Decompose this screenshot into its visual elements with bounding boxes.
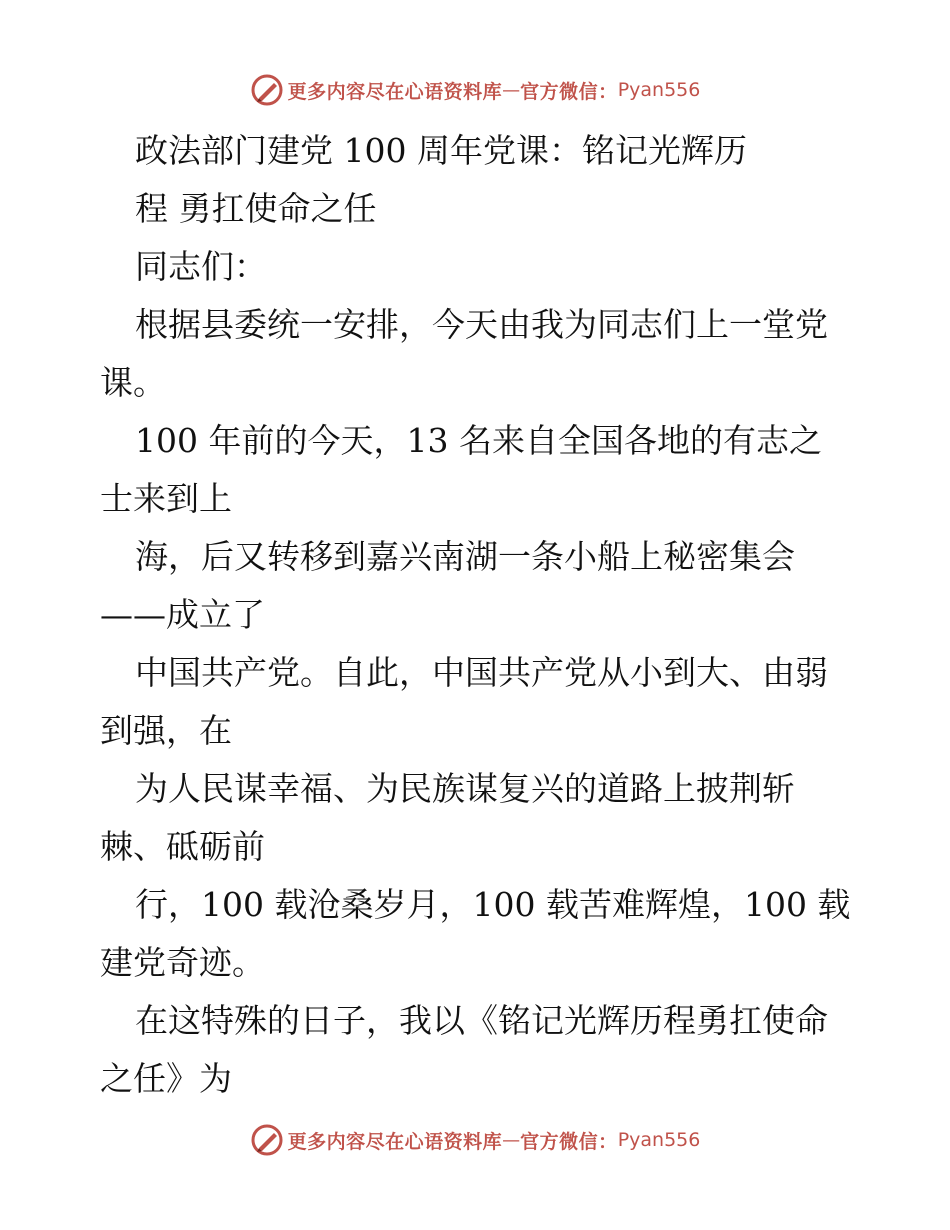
body-line: 士来到上 — [100, 479, 232, 518]
document-body — [100, 122, 860, 1108]
watermark-handle: Pyan556 — [617, 79, 701, 101]
watermark-handle: Pyan556 — [617, 1129, 701, 1151]
body-line: 行，100 载沧桑岁月，100 载苦难辉煌，100 载 — [135, 885, 851, 924]
watermark-wechat-label: 官方微信： — [520, 1130, 618, 1153]
body-line: 在这特殊的日子，我以《铭记光辉历程勇扛使命 — [135, 1001, 828, 1040]
header-watermark — [0, 70, 950, 110]
body-line: 中国共产党。自此，中国共产党从小到大、由弱 — [135, 653, 828, 692]
pen-logo-icon — [250, 1123, 284, 1157]
pen-logo-icon — [250, 73, 284, 107]
title-line: 程 勇扛使命之任 — [135, 189, 377, 228]
body-line: ——成立了 — [100, 595, 265, 634]
title-line: 政法部门建党 100 周年党课：铭记光辉历 — [135, 131, 747, 170]
body-line: 海，后又转移到嘉兴南湖一条小船上秘密集会 — [135, 537, 795, 576]
body-line: 建党奇迹。 — [100, 943, 265, 982]
body-line: 为人民谋幸福、为民族谋复兴的道路上披荆斩 — [135, 769, 795, 808]
watermark-text: 更多内容尽在心语资料库 — [287, 80, 503, 103]
body-line: 棘、砥砺前 — [100, 827, 265, 866]
watermark-separator: — — [502, 1129, 521, 1151]
watermark-wechat-label: 官方微信： — [520, 80, 618, 103]
body-line: 100 年前的今天，13 名来自全国各地的有志之 — [135, 421, 822, 460]
body-line: 根据县委统一安排，今天由我为同志们上一堂党 — [135, 305, 828, 344]
body-line: 课。 — [100, 363, 166, 402]
salutation: 同志们： — [135, 247, 267, 286]
watermark-text: 更多内容尽在心语资料库 — [287, 1130, 503, 1153]
body-line: 到强，在 — [100, 711, 232, 750]
watermark-separator: — — [502, 79, 521, 101]
footer-watermark — [0, 1120, 950, 1160]
body-line: 之任》为 — [100, 1059, 232, 1098]
